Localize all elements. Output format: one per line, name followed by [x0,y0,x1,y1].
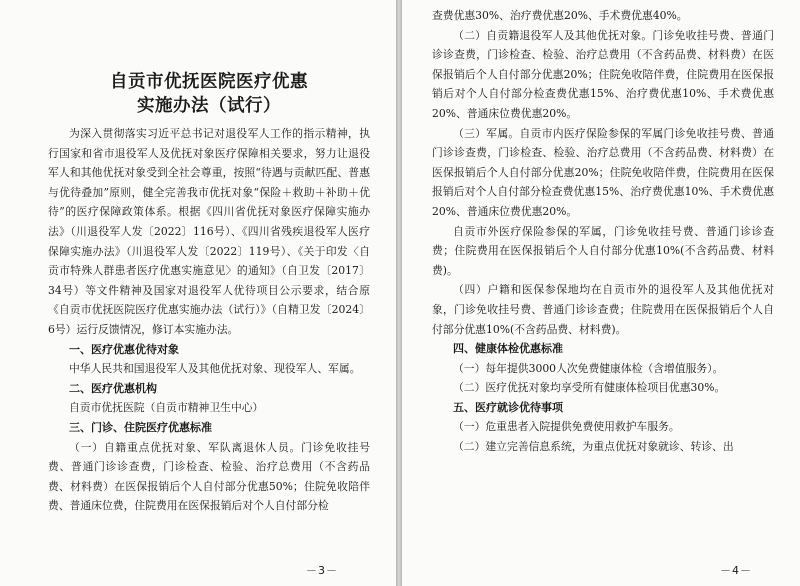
document-title [48,70,370,118]
section-4-paragraph-1: （一）每年提供3000人次免费健康体检（含增值服务）。 [453,361,724,375]
section-2-paragraph: 自贡市优抚医院（自贡市精神卫生中心） [69,401,264,415]
document-title-line-2: 实施办法（试行） [137,96,281,116]
section-3-paragraph-4: 自贡市外医疗保险参保的军属，门诊免收挂号费、普通门诊诊查费；住院费用在医保报销后个人自付部分优惠10%(不含药品费、材料费)。 [432,224,774,277]
section-heading-3: 三、门诊、住院医疗优惠标准 [69,420,212,434]
section-heading-2: 二、医疗优惠机构 [69,381,157,395]
section-3-paragraph-1: （一）自籍重点优抚对象、军队离退休人员。门诊免收挂号费、普通门诊诊查费，门诊检查、检验、治疗总费用（不含药品费、材料费）在医保报销后个人自付部分优惠50%；住院免收陪伴费、普通床位费，住院费用在医保报销后对个人自付部分检 [48,440,370,513]
section-heading-1: 一、医疗优惠优待对象 [69,342,179,356]
section-heading-4: 四、健康体检优惠标准 [453,342,563,356]
document-title-line-1: 自贡市优抚医院医疗优惠 [110,72,308,92]
section-5-paragraph-1: （一）危重患者入院提供免费使用救护车服务。 [453,420,680,434]
section-3-paragraph-3: （三）军属。自贡市内医疗保险参保的军属门诊免收挂号费、普通门诊诊查费，门诊检查、检验、治疗总费用（不含药品费、材料费）在医保报销后个人自付部分优惠20%；住院免收陪伴费，住院费用在医保报销后对个人自付部分检查费优惠15%、治疗费优惠10%、手术费优惠20%、普通床位费优惠20%。 [432,126,774,218]
section-3-paragraph-1-continued: 查费优惠30%、治疗费优惠20%、手术费优惠40%。 [432,9,688,22]
section-heading-5: 五、医疗就诊优待事项 [453,400,563,414]
page-number-right: －4－ [720,564,752,577]
document-page-left [0,0,396,586]
section-4-paragraph-2: （二）医疗优抚对象均享受所有健康体检项目优惠30%。 [453,381,726,395]
section-5-paragraph-2: （二）建立完善信息系统，为重点优抚对象就诊、转诊、出 [453,440,734,454]
page-number-left: －3－ [306,564,338,577]
section-1-paragraph: 中华人民共和国退役军人及其他优抚对象、现役军人、军属。 [69,362,361,376]
section-3-paragraph-5: （四）户籍和医保参保地均在自贡市外的退役军人及其他优抚对象，门诊免收挂号费、普通门诊诊查费；住院费用在医保报销后个人自付部分优惠10%(不含药品费、材料费)。 [432,283,774,336]
section-3-paragraph-2: （二）自贡籍退役军人及其他优抚对象。门诊免收挂号费、普通门诊诊查费，门诊检查、检验、治疗总费用（不含药品费、材料费）在医保报销后个人自付部分优惠20%；住院免收陪伴费，住院费用在医保报销后对个人自付部分检查费优惠15%、治疗费优惠10%、手术费优惠20%、普通床位费优惠20%。 [432,28,774,120]
intro-paragraph: 为深入贯彻落实习近平总书记对退役军人工作的指示精神，执行国家和省市退役军人及优抚对象医疗保障相关要求，努力让退役军人和其他优抚对象受到全社会尊重，按照“待遇与贡献匹配、普惠与优待叠加”原则，健全完善我市优抚对象“保险＋救助＋补助＋优待”的医疗保障政策体系。根据《四川省优抚对象医疗保障实施办法》（川退役军人发〔2022〕116号）、《四川省残疾退役军人医疗保障实施办法》（川退役军人发〔2022〕119号）、《关于印发〈自贡市特殊人群患者医疗优惠实施意见〉的通知》（自卫发〔2017〕34号）等文件精神及国家对退役军人优待项目公示要求，结合原《自贡市优抚医院医疗优惠实施办法（试行）》（自精卫发〔2024〕6号）运行反馈情况，修订本实施办法。 [48,127,370,336]
document-page-right [402,0,800,586]
